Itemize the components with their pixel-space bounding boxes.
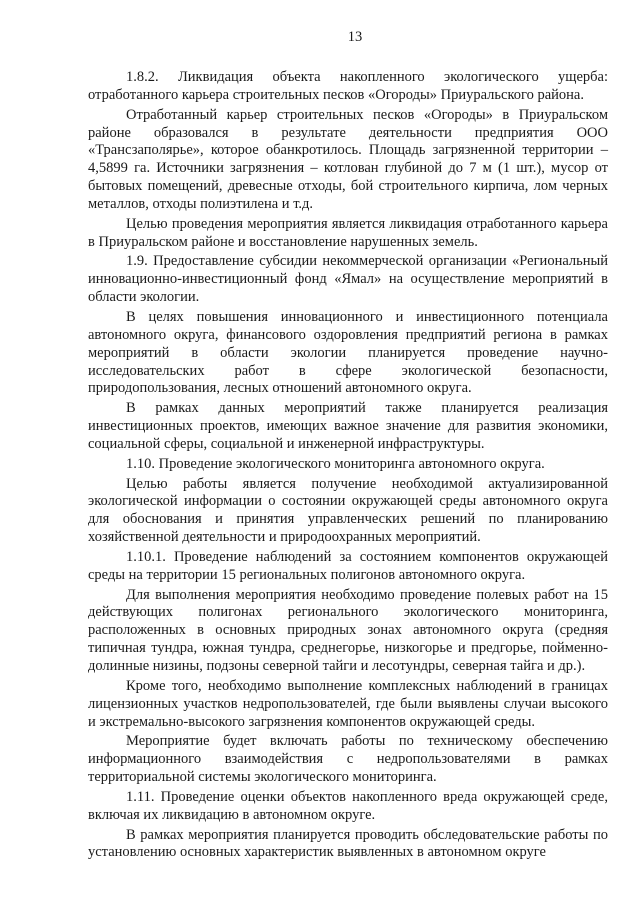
- body-paragraph: Целью работы является получение необходимой актуализированной экологической информации о состоянии окружающей среды автономного округа для обоснования и принятия управленческих решений по планированию хозяйственной деятельности и природоохранных мероприятий.: [88, 475, 608, 546]
- body-paragraph: Отработанный карьер строительных песков «Огороды» в Приуральском районе образовался в результате деятельности предприятия ООО «Трансзаполярье», которое обанкротилось. Площадь загрязненной территории – 4,5899 га. Источники загрязнения – котлован глубиной до 7 м (1 шт.), мусор от бытовых помещений, древесные отходы, бой строительного кирпича, лом черных металлов, отходы полиэтилена и т.д.: [88, 106, 608, 212]
- body-paragraph: В рамках мероприятия планируется проводить обследовательские работы по установлению основных характеристик выявленных в автономном округе: [88, 826, 608, 861]
- document-page: [88, 28, 608, 862]
- section-heading-1-10: 1.10. Проведение экологического мониторинга автономного округа.: [126, 455, 545, 472]
- section-heading-1-9: 1.9. Предоставление субсидии некоммерческой организации «Региональный инновационно-инвестиционный фонд «Ямал» на осуществление мероприятий в области экологии.: [88, 253, 608, 306]
- body-paragraph: В рамках данных мероприятий также планируется реализация инвестиционных проектов, имеющих важное значение для развития экономики, социальной сферы, социальной и инженерной инфраструктуры.: [88, 400, 608, 452]
- section-heading-1-11: 1.11. Проведение оценки объектов накопленного вреда окружающей среде, включая их ликвидацию в автономном округе.: [88, 788, 608, 823]
- section-heading-1-8-2: 1.8.2. Ликвидация объекта накопленного экологического ущерба: отработанного карьера строительных песков «Огороды» Приуральского района.: [88, 69, 608, 103]
- body-paragraph: Кроме того, необходимо выполнение комплексных наблюдений в границах лицензионных участков недропользователей, где были выявлены случаи высокого и экстремально-высокого загрязнения компонентов окружающей среды.: [88, 677, 608, 730]
- page-number: 13: [347, 29, 363, 45]
- body-paragraph: Для выполнения мероприятия необходимо проведение полевых работ на 15 действующих полигонах регионального экологического мониторинга, расположенных в основных природных зонах автономного округа (средняя типичная тундра, южная тундра, среднегорье, низкогорье и предгорье, пойменно-долинные низины, подзоны северной тайги и лесотундры, северная тайга и др.).: [88, 586, 608, 674]
- section-heading-1-10-1: 1.10.1. Проведение наблюдений за состоянием компонентов окружающей среды на территории 15 региональных полигонов автономного округа.: [88, 548, 608, 583]
- body-paragraph: Целью проведения мероприятия является ликвидация отработанного карьера в Приуральском районе и восстановление нарушенных земель.: [88, 215, 608, 250]
- body-paragraph: Мероприятие будет включать работы по техническому обеспечению информационного взаимодействия с недропользователями в рамках территориальной системы экологического мониторинга.: [88, 733, 608, 786]
- body-paragraph: В целях повышения инновационного и инвестиционного потенциала автономного округа, финансового оздоровления предприятий региона в рамках мероприятий в области экологии планируется проведение научно-исследовательских работ в сфере экологической безопасности, природопользования, лесных отношений автономного округа.: [88, 308, 608, 397]
